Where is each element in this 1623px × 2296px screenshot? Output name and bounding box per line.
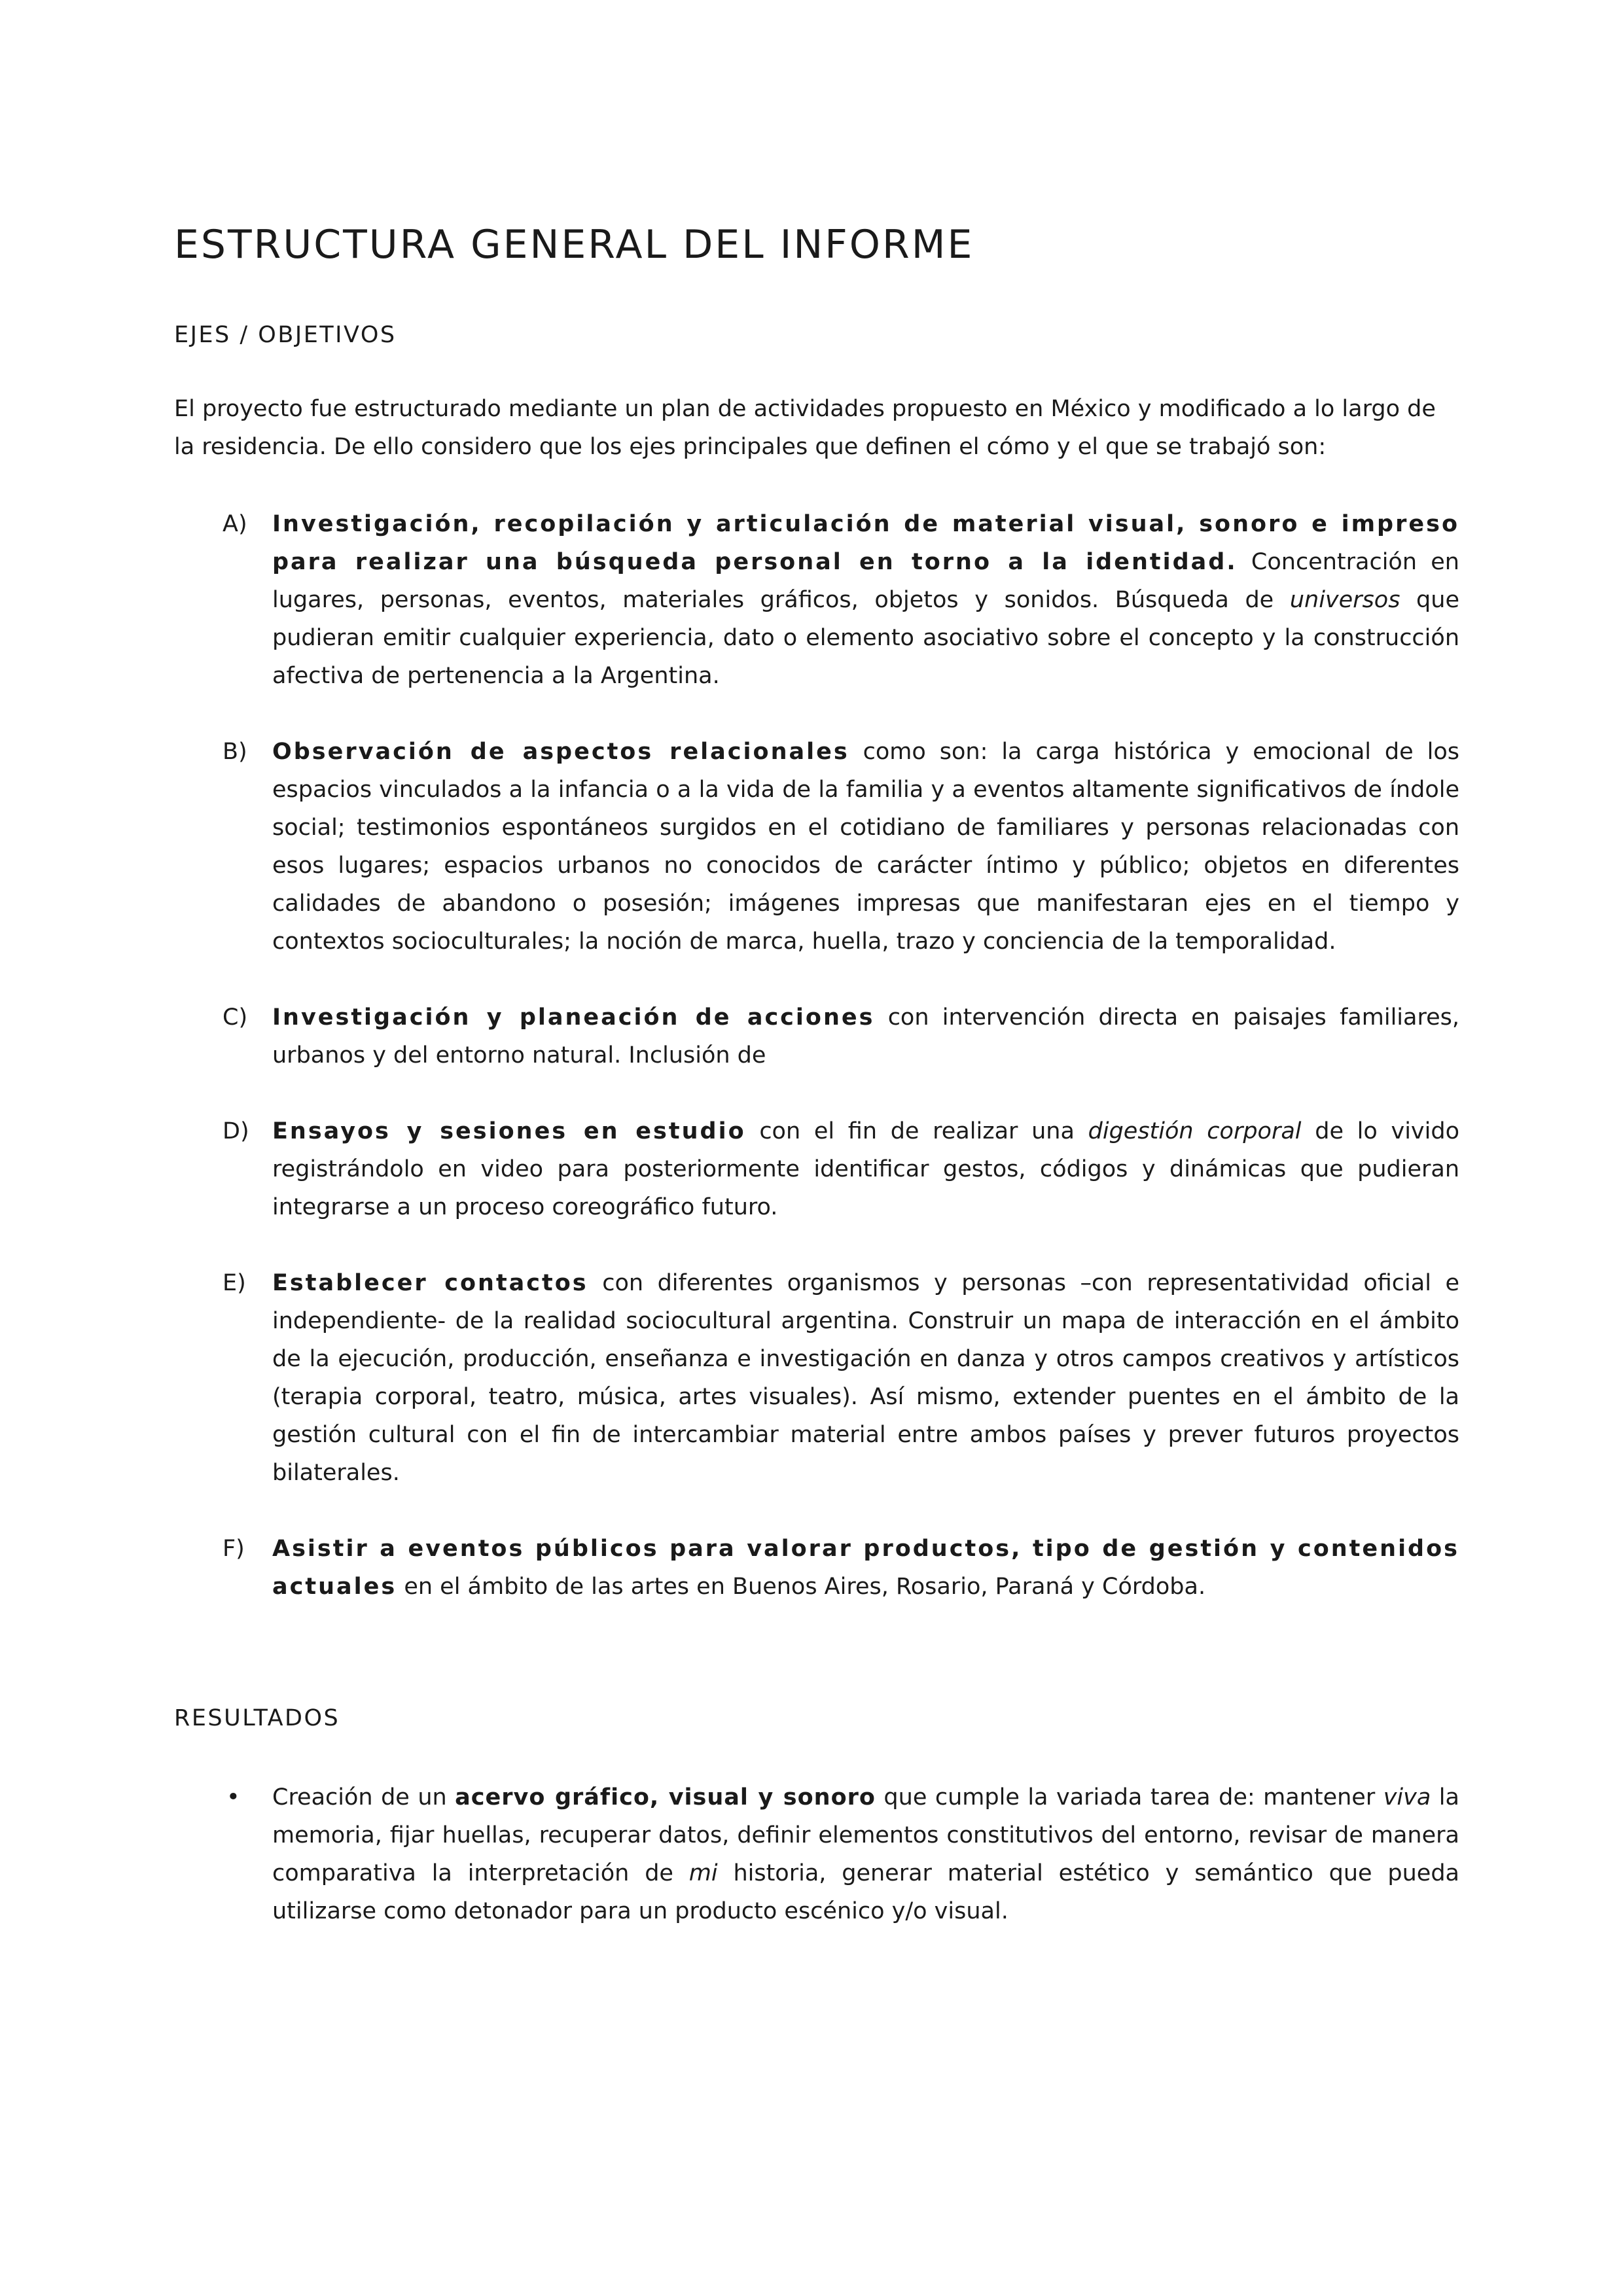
item-marker: D) xyxy=(223,1118,249,1144)
item-text-continued: que pudieran emitir cualquier experiencia, dato o elemento asociativo sobre el concepto y la construcción afectiva de pertenencia a la Argentina. xyxy=(272,587,1459,689)
objective-item-a xyxy=(174,505,1459,695)
item-marker: C) xyxy=(223,1004,248,1031)
item-italic: digestión corporal xyxy=(1088,1118,1302,1144)
result-text: la memoria, fijar huellas, recuperar datos, definir elementos constitutivos del entorno, revisar de manera comparativa la interpretación de xyxy=(272,1784,1459,1886)
item-marker: A) xyxy=(223,511,247,537)
ejes-objetivos-heading: EJES / OBJETIVOS xyxy=(174,322,397,348)
result-italic: mi xyxy=(688,1860,718,1886)
item-lead: Establecer contactos xyxy=(272,1270,588,1296)
objectives-list xyxy=(174,505,1459,1644)
item-lead: Observación de aspectos relacionales xyxy=(272,739,849,765)
item-text: en el ámbito de las artes en Buenos Aires, Rosario, Paraná y Córdoba. xyxy=(397,1574,1206,1600)
item-marker: E) xyxy=(223,1270,246,1296)
item-lead: Ensayos y sesiones en estudio xyxy=(272,1118,746,1144)
objective-item-e xyxy=(174,1264,1459,1492)
item-text: Concentración en lugares, personas, eventos, materiales gráficos, objetos y sonidos. Búsqueda de xyxy=(272,549,1459,613)
result-text: historia, generar material estético y semántico que pueda utilizarse como detonador para un producto escénico y/o visual. xyxy=(272,1860,1459,1924)
item-text: con diferentes organismos y personas –con representatividad oficial e independiente- de la realidad sociocultural argentina. Construir un mapa de interacción en el ámbito de la ejecución, producción, enseñanza e investigación en danza y otros campos creativos y artísticos (terapia corporal, teatro, música, artes visuales). Así mismo, extender puentes en el ámbito de la gestión cultural con el fin de intercambiar material entre ambos países y prever futuros proyectos bilaterales. xyxy=(272,1270,1460,1486)
document-title: ESTRUCTURA GENERAL DEL INFORME xyxy=(174,222,974,268)
objective-item-b xyxy=(174,733,1459,961)
item-marker: B) xyxy=(223,739,247,765)
intro-paragraph: El proyecto fue estructurado mediante un plan de actividades propuesto en México y modificado a lo largo de la residencia. De ello considero que los ejes principales que definen el cómo y el que se trabajó son: xyxy=(174,396,1436,460)
objective-item-d xyxy=(174,1112,1459,1226)
item-lead: Investigación, recopilación y articulación de material visual, sonoro e impreso para realizar una búsqueda personal en torno a la identidad. xyxy=(272,511,1459,575)
item-lead: Investigación y planeación de acciones xyxy=(272,1004,875,1031)
item-lead: Asistir a eventos públicos para valorar productos, tipo de gestión y contenidos actuales xyxy=(272,1536,1459,1600)
item-text: con intervención directa en paisajes familiares, urbanos y del entorno natural. Inclusión de xyxy=(272,1004,1459,1069)
result-item xyxy=(174,1778,1459,1930)
item-text: con el fin de realizar una xyxy=(745,1118,1088,1144)
results-list xyxy=(174,1778,1459,1968)
result-italic: viva xyxy=(1383,1784,1431,1810)
result-strong: acervo gráfico, visual y sonoro xyxy=(455,1784,876,1810)
item-marker: F) xyxy=(223,1536,245,1562)
resultados-heading: RESULTADOS xyxy=(174,1705,340,1731)
item-italic: universos xyxy=(1289,587,1400,613)
objective-item-f xyxy=(174,1530,1459,1606)
item-text-continued: de lo vivido registrándolo en video para posteriormente identificar gestos, códigos y dinámicas que pudieran integrarse a un proceso coreográfico futuro. xyxy=(272,1118,1459,1220)
bullet-icon: • xyxy=(226,1784,240,1810)
item-text: como son: la carga histórica y emocional de los espacios vinculados a la infancia o a la vida de la familia y a eventos altamente significativos de índole social; testimonios espontáneos surgidos en el cotidiano de familiares y personas relacionadas con esos lugares; espacios urbanos no conocidos de carácter íntimo y público; objetos en diferentes calidades de abandono o posesión; imágenes impresas que manifestaran ejes en el tiempo y contextos socioculturales; la noción de marca, huella, trazo y conciencia de la temporalidad. xyxy=(272,739,1459,955)
objective-item-c xyxy=(174,998,1459,1074)
result-text: que cumple la variada tarea de: mantener xyxy=(875,1784,1383,1810)
result-text: Creación de un xyxy=(272,1784,455,1810)
